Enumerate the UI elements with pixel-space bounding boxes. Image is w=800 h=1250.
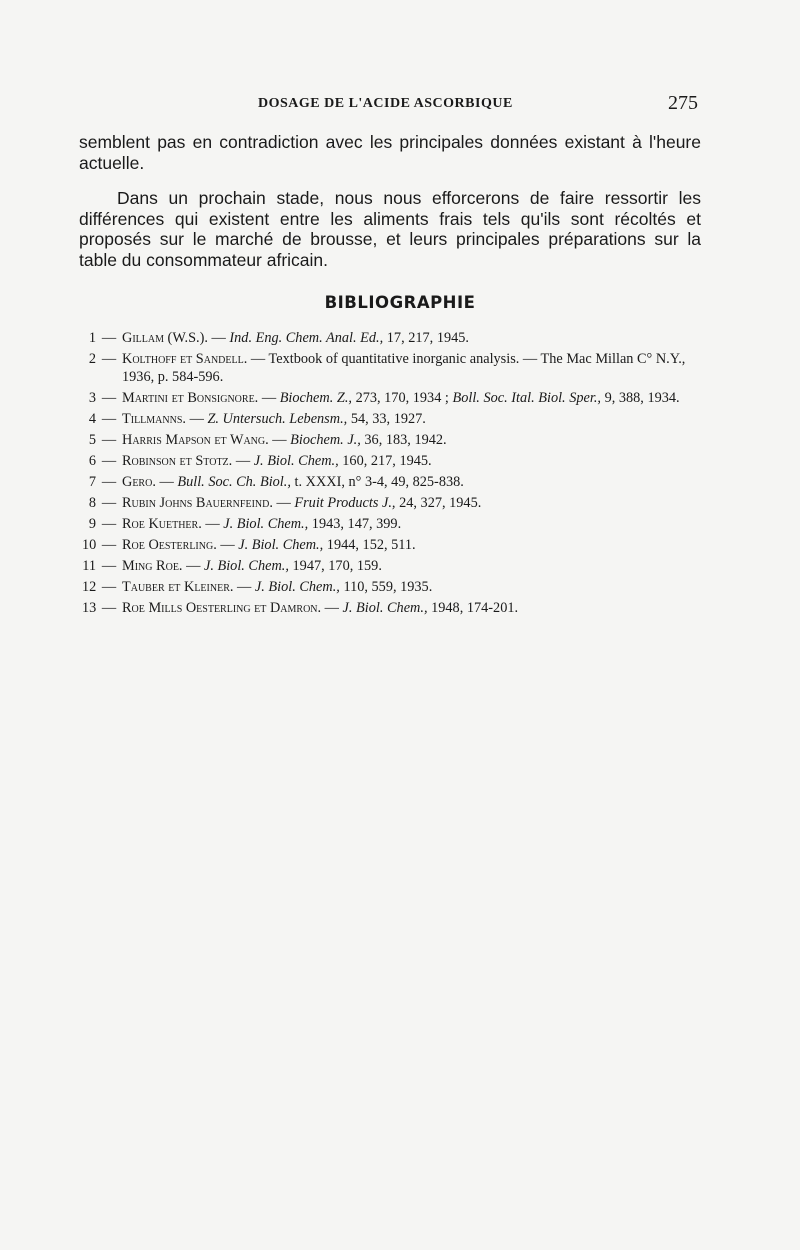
reference-separator: — bbox=[189, 411, 204, 427]
reference-item bbox=[82, 536, 707, 554]
reference-item bbox=[82, 350, 707, 386]
reference-item bbox=[82, 578, 707, 596]
reference-item bbox=[82, 494, 707, 512]
reference-dash: — bbox=[101, 495, 117, 511]
reference-item bbox=[82, 557, 707, 575]
reference-body bbox=[122, 599, 707, 617]
reference-details: 273, 170, 1934 ; bbox=[355, 390, 449, 406]
reference-journal: J. Biol. Chem., bbox=[203, 558, 289, 574]
reference-item bbox=[82, 329, 707, 347]
reference-item bbox=[82, 599, 707, 617]
page-number: 275 bbox=[668, 92, 698, 114]
reference-journal: Biochem. Z., bbox=[279, 390, 352, 406]
reference-authors: Roe Oesterling. bbox=[122, 537, 217, 553]
reference-separator: — bbox=[250, 351, 266, 367]
reference-body bbox=[122, 473, 707, 491]
reference-details: 1947, 170, 159. bbox=[292, 558, 382, 574]
reference-dash: — bbox=[101, 600, 117, 616]
reference-body bbox=[122, 494, 707, 512]
reference-number: 3 bbox=[88, 390, 96, 406]
reference-body bbox=[122, 515, 707, 533]
reference-journal: Boll. Soc. Ital. Biol. Sper., bbox=[452, 390, 601, 406]
reference-dash: — bbox=[101, 432, 117, 448]
reference-details: 36, 183, 1942. bbox=[364, 432, 447, 448]
reference-authors: Martini et Bonsignore. bbox=[122, 390, 259, 406]
reference-separator: — bbox=[220, 537, 235, 553]
reference-number: 12 bbox=[82, 579, 97, 595]
reference-journal: J. Biol. Chem., bbox=[254, 579, 340, 595]
reference-authors: Tillmanns. bbox=[122, 411, 186, 427]
reference-number: 13 bbox=[82, 600, 97, 616]
reference-separator: — bbox=[235, 453, 251, 469]
reference-journal: Ind. Eng. Chem. Anal. Ed., bbox=[229, 330, 384, 346]
bibliography-heading: BIBLIOGRAPHIE bbox=[324, 293, 476, 312]
reference-authors: Harris Mapson et Wang. bbox=[122, 432, 269, 448]
reference-number: 10 bbox=[82, 537, 97, 553]
reference-details: 24, 327, 1945. bbox=[399, 495, 482, 511]
reference-separator: — bbox=[237, 579, 252, 595]
reference-authors: Rubin Johns Bauernfeind. bbox=[122, 495, 273, 511]
reference-journal: J. Biol. Chem., bbox=[238, 537, 324, 553]
reference-authors: Gillam (W.S.). bbox=[122, 330, 208, 346]
reference-dash: — bbox=[101, 537, 117, 553]
reference-number: 8 bbox=[88, 495, 96, 511]
reference-number: 5 bbox=[88, 432, 96, 448]
reference-number: 7 bbox=[88, 474, 96, 490]
reference-authors: Gero. bbox=[122, 474, 156, 490]
reference-separator: — bbox=[211, 330, 226, 346]
reference-details: 54, 33, 1927. bbox=[350, 411, 426, 427]
paragraph-2: Dans un prochain stade, nous nous efforcerons de faire ressortir les différences qui existent entre les aliments frais tels qu'ils sont récoltés et proposés sur le marché de brousse, et leurs principales préparations sur la table du consommateur africain. bbox=[79, 188, 701, 270]
reference-authors: Robinson et Stotz. bbox=[122, 453, 233, 469]
reference-journal: J. Biol. Chem., bbox=[223, 516, 309, 532]
reference-dash: — bbox=[101, 351, 117, 367]
reference-details: t. XXXI, n° 3-4, 49, 825-838. bbox=[294, 474, 464, 490]
reference-authors: Ming Roe. bbox=[122, 558, 183, 574]
reference-details: 1948, 174-201. bbox=[431, 600, 519, 616]
reference-separator: — bbox=[276, 495, 291, 511]
reference-dash: — bbox=[101, 330, 117, 346]
reference-body bbox=[122, 452, 707, 470]
reference-details: 9, 388, 1934. bbox=[604, 390, 680, 406]
paragraph-1: semblent pas en contradiction avec les principales données existant à l'heure actuelle. bbox=[79, 132, 701, 173]
body-text bbox=[79, 132, 701, 270]
reference-body bbox=[122, 389, 707, 407]
reference-number: 2 bbox=[88, 351, 96, 367]
reference-journal: Biochem. J., bbox=[290, 432, 361, 448]
reference-body bbox=[122, 410, 707, 428]
running-title: DOSAGE DE L'ACIDE ASCORBIQUE bbox=[258, 96, 513, 111]
reference-separator: — bbox=[324, 600, 339, 616]
reference-number: 4 bbox=[88, 411, 96, 427]
reference-list bbox=[82, 329, 707, 620]
reference-dash: — bbox=[101, 411, 117, 427]
reference-journal: Z. Untersuch. Lebensm., bbox=[207, 411, 348, 427]
reference-item bbox=[82, 389, 707, 407]
reference-item bbox=[82, 410, 707, 428]
reference-journal: Bull. Soc. Ch. Biol., bbox=[177, 474, 291, 490]
reference-body bbox=[122, 350, 707, 386]
reference-dash: — bbox=[101, 453, 117, 469]
reference-dash: — bbox=[101, 558, 117, 574]
reference-dash: — bbox=[101, 474, 117, 490]
reference-body bbox=[122, 578, 707, 596]
reference-item bbox=[82, 473, 707, 491]
reference-dash: — bbox=[101, 390, 117, 406]
reference-authors: Roe Kuether. bbox=[122, 516, 202, 532]
reference-authors: Tauber et Kleiner. bbox=[122, 579, 234, 595]
reference-authors: Roe Mills Oesterling et Damron. bbox=[122, 600, 322, 616]
reference-body bbox=[122, 557, 707, 575]
reference-body bbox=[122, 536, 707, 554]
reference-dash: — bbox=[101, 516, 117, 532]
reference-details: 1943, 147, 399. bbox=[311, 516, 402, 532]
reference-number: 11 bbox=[82, 558, 96, 574]
reference-item bbox=[82, 515, 707, 533]
reference-separator: — bbox=[186, 558, 201, 574]
reference-authors: Kolthoff et Sandell. bbox=[122, 351, 248, 367]
reference-separator: — bbox=[272, 432, 287, 448]
reference-details: 160, 217, 1945. bbox=[342, 453, 432, 469]
reference-item bbox=[82, 452, 707, 470]
reference-number: 1 bbox=[88, 330, 96, 346]
reference-number: 9 bbox=[88, 516, 96, 532]
reference-journal: J. Biol. Chem., bbox=[253, 453, 339, 469]
reference-journal: Fruit Products J., bbox=[294, 495, 396, 511]
reference-separator: — bbox=[205, 516, 220, 532]
reference-details: Textbook of quantitative inorganic analysis. — The Mac Millan C° N.Y., 1936, p. 584-596. bbox=[122, 351, 686, 385]
reference-body bbox=[122, 431, 707, 449]
reference-journal: J. Biol. Chem., bbox=[342, 600, 428, 616]
reference-number: 6 bbox=[88, 453, 96, 469]
reference-separator: — bbox=[261, 390, 277, 406]
reference-details: 1944, 152, 511. bbox=[326, 537, 416, 553]
reference-body bbox=[122, 329, 707, 347]
reference-separator: — bbox=[159, 474, 174, 490]
reference-details: 110, 559, 1935. bbox=[343, 579, 433, 595]
reference-details: 17, 217, 1945. bbox=[386, 330, 469, 346]
reference-item bbox=[82, 431, 707, 449]
reference-dash: — bbox=[101, 579, 117, 595]
